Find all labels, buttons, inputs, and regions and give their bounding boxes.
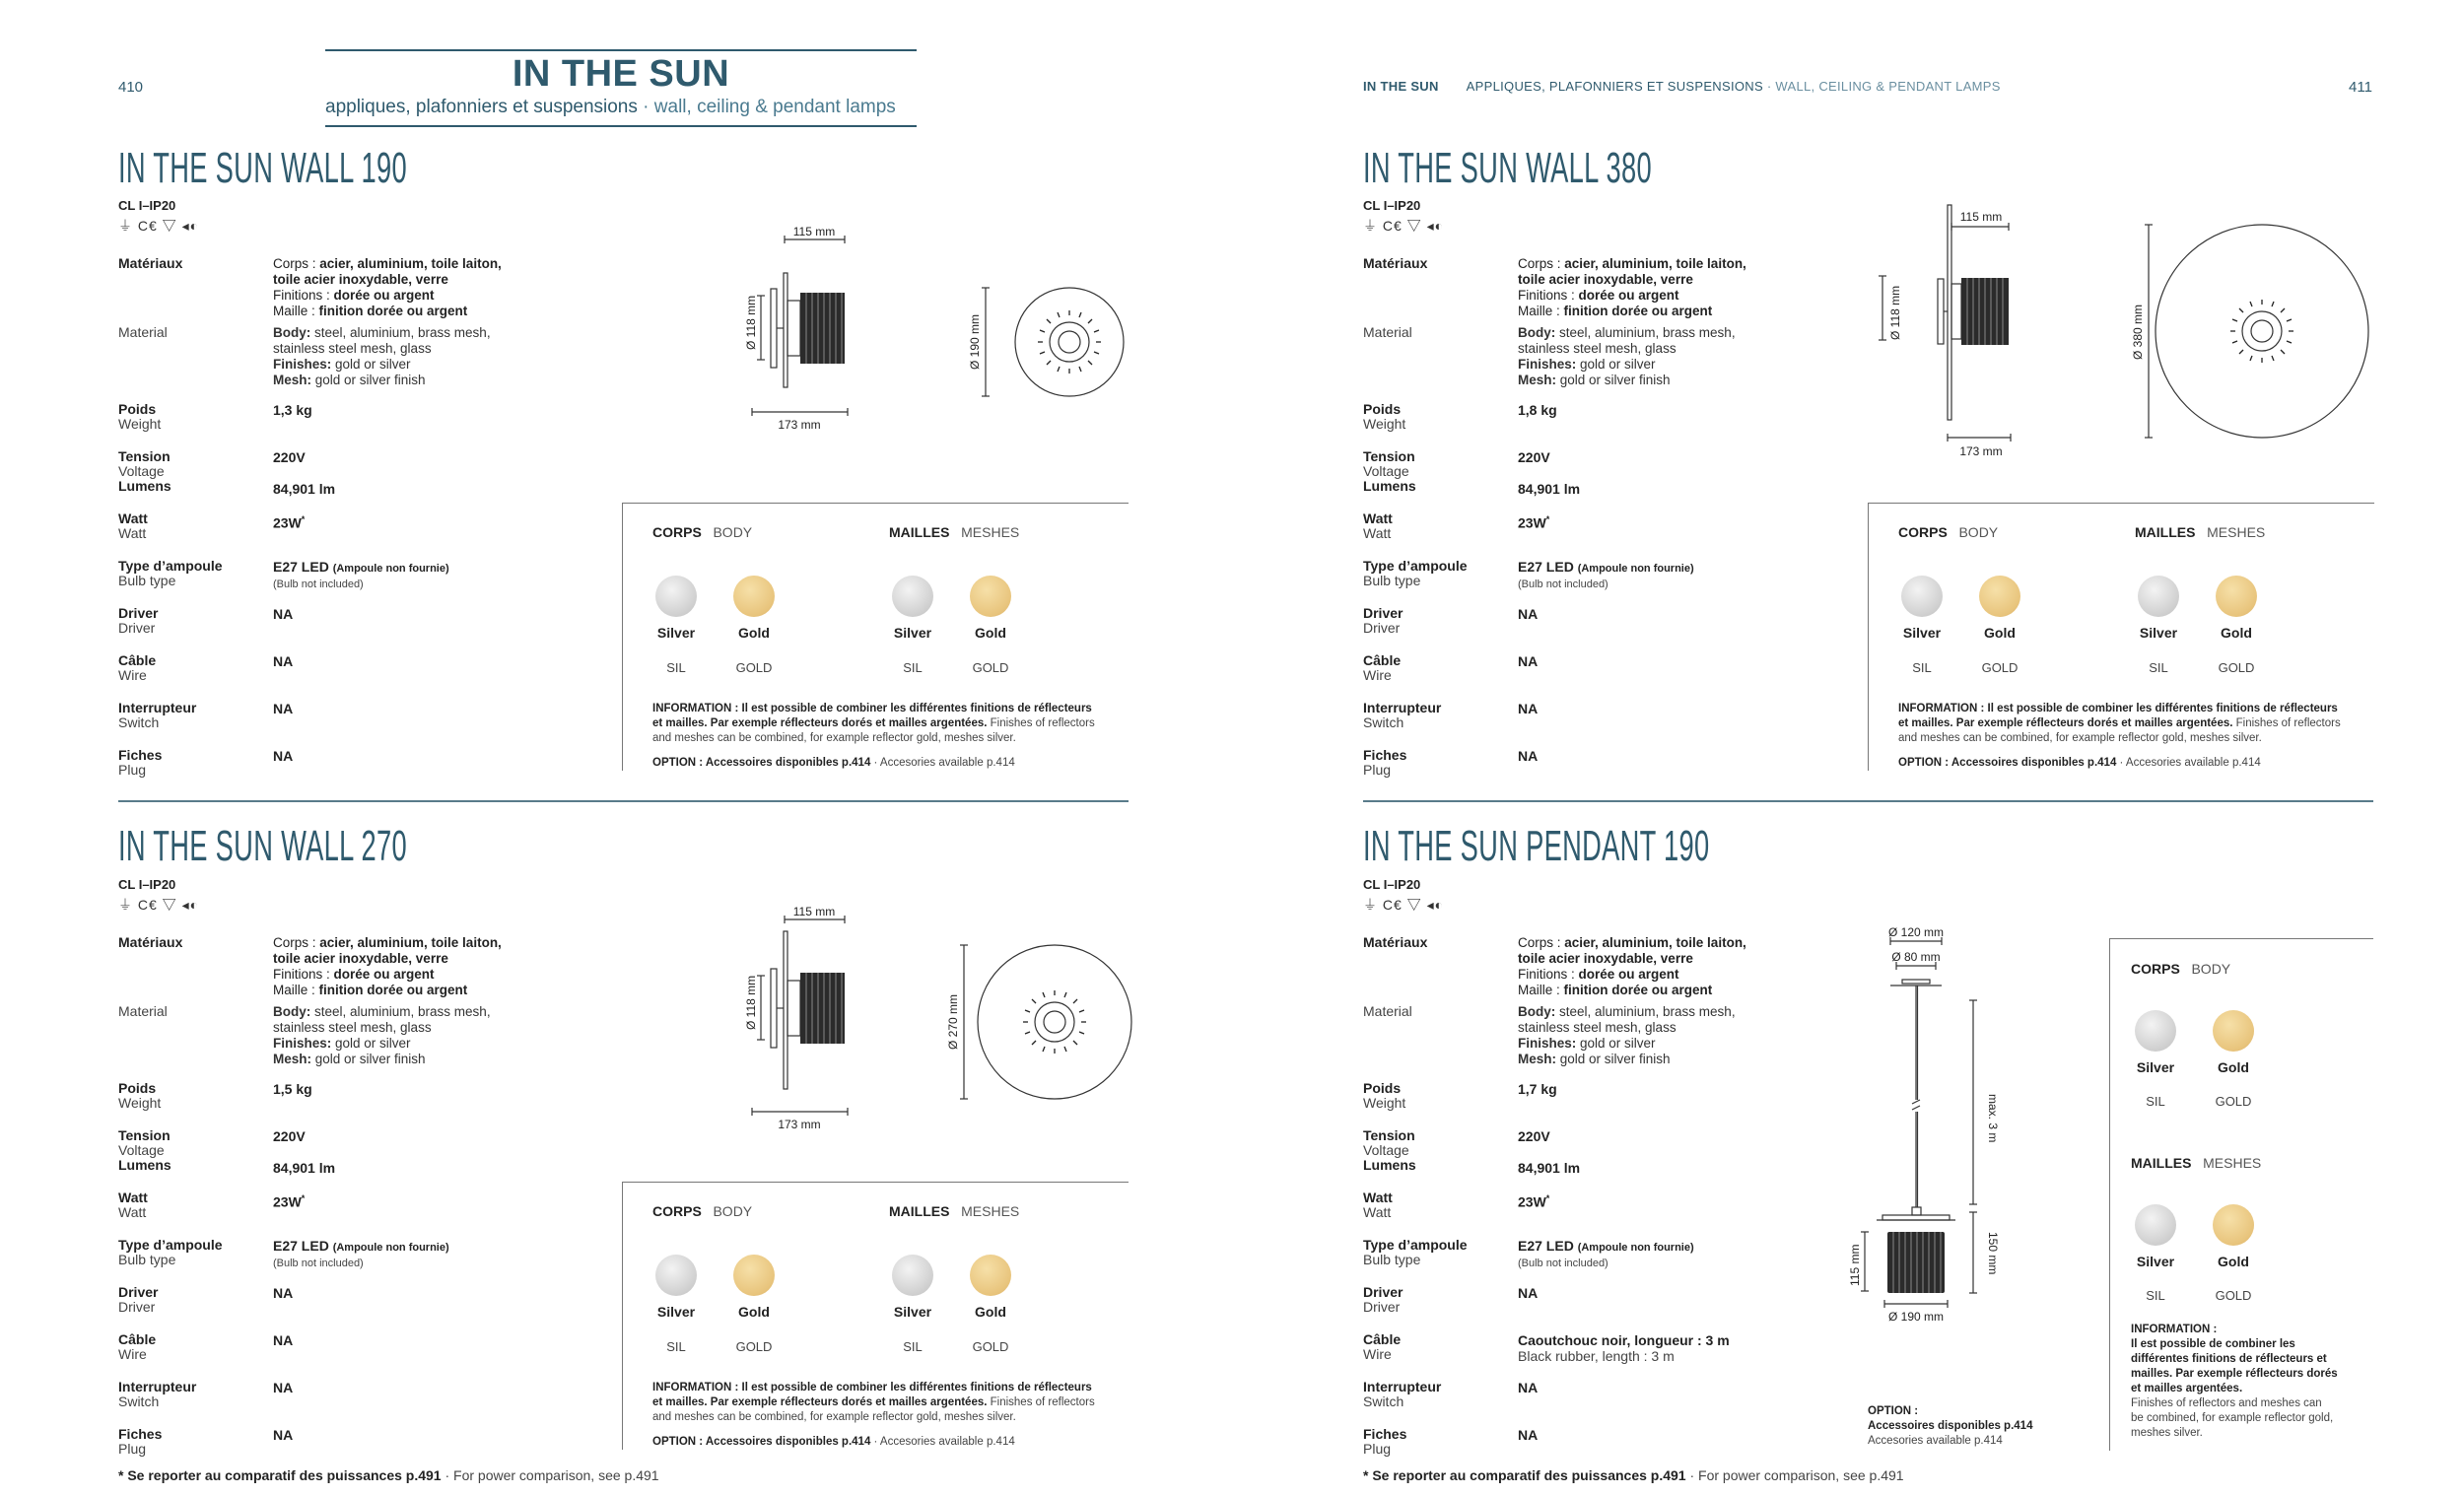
swatch-label-silver: Silver: [2136, 1059, 2175, 1075]
spec-plug: Fiches Plug: [118, 1426, 163, 1457]
value-watt: 23W*: [1518, 1193, 1550, 1210]
class-rating: CL I–IP20: [118, 877, 176, 892]
page-number-left: 410: [118, 79, 144, 96]
swatch-label-gold: Gold: [975, 1304, 1006, 1320]
dim-height: Ø 118 mm: [744, 975, 758, 1030]
dim-height: Ø 118 mm: [744, 295, 758, 350]
dim-disc: Ø 190 mm: [968, 313, 982, 370]
value-weight: 1,3 kg: [273, 402, 312, 418]
swatch-code-sil: SIL: [2146, 1288, 2165, 1303]
value-plug: NA: [273, 748, 294, 764]
spec-weight: Poids Weight: [118, 1080, 162, 1111]
swatch-code-sil: SIL: [1912, 660, 1932, 675]
value-voltage: 220V: [273, 1128, 306, 1144]
label-material: Material: [118, 1003, 168, 1019]
dim-width: 115 mm: [792, 905, 836, 918]
corps-title: CORPS BODY: [2131, 961, 2231, 977]
option-text: OPTION : Accessoires disponibles p.414 · Accesories available p.414: [652, 1436, 1015, 1448]
swatch-code-sil: SIL: [2146, 1094, 2165, 1109]
swatch-code-sil: SIL: [666, 660, 686, 675]
spec-voltage: Tension Voltage Lumens: [118, 448, 171, 494]
spec-wire: Câble Wire: [118, 652, 157, 683]
swatch-mesh-gold[interactable]: [970, 1255, 1011, 1296]
spec-driver: Driver Driver: [1363, 605, 1403, 636]
value-driver: NA: [273, 1285, 294, 1301]
technical-drawing-wall270: [690, 902, 1163, 1138]
value-plug: NA: [1518, 1427, 1539, 1443]
value-weight: 1,5 kg: [273, 1081, 312, 1097]
swatch-label-gold: Gold: [738, 1304, 770, 1320]
swatch-label-gold: Gold: [2218, 1254, 2249, 1269]
running-head: [1363, 79, 2001, 94]
swatch-body-silver[interactable]: [2135, 1010, 2176, 1052]
spec-watt: Watt Watt: [118, 510, 148, 541]
dim-top2: Ø 80 mm: [1891, 950, 1941, 964]
info-text: INFORMATION : Il est possible de combiner les différentes finitions de réflecteurs et mailles. Par exemple réflecteurs dorés et mailles argentées. Finishes of reflectors and meshes can be combined, for example reflector gold, meshes silver.: [1898, 703, 2341, 744]
mailles-title: MAILLES MESHES: [2131, 1155, 2262, 1171]
materials-en: Body: steel, aluminium, brass mesh, stainless steel mesh, glass Finishes: gold or silver Mesh: gold or silver finish: [1518, 325, 1736, 387]
swatch-code-gold: GOLD: [735, 660, 773, 675]
spec-weight: Poids Weight: [118, 401, 162, 432]
spec-bulb: Type d’ampoule Bulb type: [1363, 1237, 1468, 1267]
swatch-body-silver[interactable]: [1901, 576, 1943, 617]
certification-icons: ⏚ C€ ▽ ◂◐: [1363, 897, 1445, 913]
value-driver: NA: [273, 606, 294, 622]
value-bulb: E27 LED (Ampoule non fournie) (Bulb not included): [273, 559, 449, 590]
spec-watt: Watt Watt: [1363, 1190, 1393, 1220]
spec-weight: Poids Weight: [1363, 1080, 1406, 1111]
dim-max: max. 3 m: [1986, 1094, 2000, 1143]
swatch-label-silver: Silver: [893, 625, 932, 641]
swatch-body-gold[interactable]: [733, 576, 775, 617]
dim-bottom: Ø 190 mm: [1887, 1310, 1945, 1324]
value-wire: Caoutchouc noir, longueur : 3 m Black rubber, length : 3 m: [1518, 1332, 1730, 1364]
technical-drawing-pendant190: [1833, 926, 2011, 1340]
swatch-mesh-gold[interactable]: [2216, 576, 2257, 617]
dim-width: 115 mm: [792, 225, 836, 238]
section-separator: [118, 800, 1129, 802]
materials-en: Body: steel, aluminium, brass mesh, stainless steel mesh, glass Finishes: gold or silver Mesh: gold or silver finish: [1518, 1004, 1736, 1066]
swatch-body-gold[interactable]: [2213, 1010, 2254, 1052]
technical-drawing-wall380: [1873, 197, 2385, 463]
swatch-code-sil: SIL: [903, 1339, 923, 1354]
corps-title: CORPS BODY: [1898, 524, 1999, 540]
class-rating: CL I–IP20: [1363, 877, 1421, 892]
label-materiaux: Matériaux: [1363, 934, 1428, 950]
mailles-title: MAILLES MESHES: [889, 524, 1020, 540]
info-text: INFORMATION : Il est possible de combiner les différentes finitions de réflecteurs et mailles. Par exemple réflecteurs dorés et mailles argentées. Finishes of reflectors and meshes can be combined, for example reflector gold, meshes silver.: [652, 703, 1095, 744]
corps-title: CORPS BODY: [652, 1203, 753, 1219]
swatch-label-gold: Gold: [1984, 625, 2016, 641]
option-text: OPTION : Accessoires disponibles p.414 · Accesories available p.414: [1898, 757, 2261, 769]
spec-voltage: Tension Voltage Lumens: [118, 1127, 171, 1173]
spec-bulb: Type d’ampoule Bulb type: [118, 558, 223, 588]
product-title: IN THE SUN WALL 380: [1363, 144, 1652, 192]
certification-icons: ⏚ C€ ▽ ◂◐: [1363, 218, 1445, 234]
product-section-wall380: [1363, 144, 1828, 193]
spec-wire: Câble Wire: [1363, 652, 1402, 683]
swatch-mesh-gold[interactable]: [2213, 1204, 2254, 1246]
value-driver: NA: [1518, 606, 1539, 622]
swatch-code-gold: GOLD: [735, 1339, 773, 1354]
swatch-code-gold: GOLD: [1981, 660, 2019, 675]
swatch-label-gold: Gold: [975, 625, 1006, 641]
spec-driver: Driver Driver: [118, 605, 159, 636]
certification-icons: ⏚ C€ ▽ ◂◐: [118, 218, 200, 234]
page-number-right: 411: [2349, 79, 2372, 96]
spec-switch: Interrupteur Switch: [118, 700, 197, 730]
mailles-title: MAILLES MESHES: [2135, 524, 2266, 540]
spec-driver: Driver Driver: [118, 1284, 159, 1315]
spec-switch: Interrupteur Switch: [118, 1379, 197, 1409]
dim-depth: 173 mm: [1959, 444, 2003, 458]
swatch-body-gold[interactable]: [733, 1255, 775, 1296]
swatch-code-sil: SIL: [2149, 660, 2168, 675]
header-subtitle-en: · wall, ceiling & pendant lamps: [643, 97, 896, 117]
class-rating: CL I–IP20: [1363, 198, 1421, 213]
value-wire: NA: [273, 1332, 294, 1348]
value-voltage: 220V: [1518, 1128, 1550, 1144]
class-rating: CL I–IP20: [118, 198, 176, 213]
technical-drawing-wall190: [690, 222, 1163, 439]
swatch-body-silver[interactable]: [655, 576, 697, 617]
swatch-code-gold: GOLD: [2218, 660, 2255, 675]
spec-wire: Câble Wire: [118, 1331, 157, 1362]
sun-rays-icon: [1023, 990, 1086, 1054]
value-watt: 23W*: [273, 514, 306, 531]
materials-fr: Corps : acier, aluminium, toile laiton, toile acier inoxydable, verre Finitions : dorée ou argent Maille : finition dorée ou argent: [273, 935, 502, 997]
swatch-mesh-silver[interactable]: [892, 1255, 933, 1296]
value-lumens: 84,901 lm: [273, 1160, 336, 1176]
product-title: IN THE SUN PENDANT 190: [1363, 822, 1710, 870]
materials-fr: Corps : acier, aluminium, toile laiton, toile acier inoxydable, verre Finitions : dorée ou argent Maille : finition dorée ou argent: [1518, 256, 1746, 318]
pendant-option: OPTION : Accessoires disponibles p.414 Accesories available p.414: [1868, 1405, 2033, 1447]
dim-h2: 115 mm: [1848, 1244, 1862, 1286]
spec-bulb: Type d’ampoule Bulb type: [1363, 558, 1468, 588]
corps-title: CORPS BODY: [652, 524, 753, 540]
spec-weight: Poids Weight: [1363, 401, 1406, 432]
label-material: Material: [118, 324, 168, 340]
info-text: INFORMATION : Il est possible de combiner les différentes finitions de réflecteurs et mailles. Par exemple réflecteurs dorés et mailles argentées. Finishes of reflectors and meshes can be combined, for example reflector gold, meshes silver.: [652, 1382, 1095, 1423]
swatch-body-silver[interactable]: [655, 1255, 697, 1296]
value-watt: 23W*: [273, 1193, 306, 1210]
header-subtitle: [325, 97, 926, 118]
materials-en: Body: steel, aluminium, brass mesh, stainless steel mesh, glass Finishes: gold or silver Mesh: gold or silver finish: [273, 325, 491, 387]
label-materiaux: Matériaux: [118, 934, 183, 950]
dim-h1: 150 mm: [1986, 1232, 2000, 1275]
swatch-body-gold[interactable]: [1979, 576, 2020, 617]
swatch-label-gold: Gold: [2218, 1059, 2249, 1075]
header-title: IN THE SUN: [512, 53, 730, 95]
dim-disc: Ø 380 mm: [2131, 304, 2145, 360]
sun-rays-icon: [1038, 310, 1101, 374]
running-head-series: IN THE SUN: [1363, 79, 1439, 94]
label-materiaux: Matériaux: [118, 255, 183, 271]
swatch-mesh-silver[interactable]: [2138, 576, 2179, 617]
header-rule-top: [325, 49, 917, 51]
spec-bulb: Type d’ampoule Bulb type: [118, 1237, 223, 1267]
label-material: Material: [1363, 324, 1412, 340]
swatch-label-silver: Silver: [893, 1304, 932, 1320]
footnote-right: * Se reporter au comparatif des puissances p.491 · For power comparison, see p.491: [1363, 1467, 1904, 1483]
materials-fr: Corps : acier, aluminium, toile laiton, toile acier inoxydable, verre Finitions : dorée ou argent Maille : finition dorée ou argent: [1518, 935, 1746, 997]
value-watt: 23W*: [1518, 514, 1550, 531]
product-section-wall190: [118, 144, 583, 193]
swatch-label-gold: Gold: [738, 625, 770, 641]
swatch-code-gold: GOLD: [972, 1339, 1009, 1354]
section-separator: [1363, 800, 2373, 802]
pendant-info: INFORMATION : Il est possible de combiner les différentes finitions de réflecteurs et mailles. Par exemple réflecteurs dorés et mailles argentées. Finishes of reflectors and meshes can be combined, for example reflector gold, meshes silver.: [2131, 1324, 2338, 1439]
sun-rays-icon: [2230, 300, 2293, 363]
spec-plug: Fiches Plug: [1363, 747, 1407, 778]
value-voltage: 220V: [1518, 449, 1550, 465]
running-head-fr: APPLIQUES, PLAFONNIERS ET SUSPENSIONS: [1466, 79, 1763, 94]
value-switch: NA: [1518, 1380, 1539, 1395]
swatch-mesh-silver[interactable]: [892, 576, 933, 617]
spec-driver: Driver Driver: [1363, 1284, 1403, 1315]
value-wire: NA: [273, 653, 294, 669]
value-driver: NA: [1518, 1285, 1539, 1301]
value-bulb: E27 LED (Ampoule non fournie) (Bulb not included): [1518, 559, 1694, 590]
swatch-label-silver: Silver: [656, 625, 696, 641]
swatch-mesh-silver[interactable]: [2135, 1204, 2176, 1246]
product-title: IN THE SUN WALL 270: [118, 822, 407, 870]
swatch-label-gold: Gold: [2221, 625, 2252, 641]
header-rule-bottom: [325, 125, 917, 127]
dim-width: 115 mm: [1959, 210, 2003, 224]
spec-watt: Watt Watt: [118, 1190, 148, 1220]
value-plug: NA: [1518, 748, 1539, 764]
swatch-code-sil: SIL: [903, 660, 923, 675]
value-lumens: 84,901 lm: [1518, 481, 1581, 497]
swatch-code-gold: GOLD: [972, 660, 1009, 675]
spec-watt: Watt Watt: [1363, 510, 1393, 541]
spec-voltage: Tension Voltage Lumens: [1363, 448, 1416, 494]
spec-switch: Interrupteur Switch: [1363, 700, 1442, 730]
value-lumens: 84,901 lm: [1518, 1160, 1581, 1176]
dim-top1: Ø 120 mm: [1887, 926, 1945, 939]
swatch-label-silver: Silver: [2136, 1254, 2175, 1269]
running-head-en: · WALL, CEILING & PENDANT LAMPS: [1766, 79, 2001, 94]
materials-en: Body: steel, aluminium, brass mesh, stainless steel mesh, glass Finishes: gold or silver Mesh: gold or silver finish: [273, 1004, 491, 1066]
materials-fr: Corps : acier, aluminium, toile laiton, toile acier inoxydable, verre Finitions : dorée ou argent Maille : finition dorée ou argent: [273, 256, 502, 318]
spec-plug: Fiches Plug: [1363, 1426, 1407, 1457]
spec-wire: Câble Wire: [1363, 1331, 1402, 1362]
value-weight: 1,7 kg: [1518, 1081, 1557, 1097]
spec-plug: Fiches Plug: [118, 747, 163, 778]
dim-depth: 173 mm: [778, 1118, 821, 1131]
spec-voltage: Tension Voltage Lumens: [1363, 1127, 1416, 1173]
label-materiaux: Matériaux: [1363, 255, 1428, 271]
value-switch: NA: [273, 701, 294, 716]
option-text: OPTION : Accessoires disponibles p.414 · Accesories available p.414: [652, 757, 1015, 769]
dim-disc: Ø 270 mm: [946, 993, 960, 1050]
header-subtitle-fr: appliques, plafonniers et suspensions: [325, 97, 638, 117]
swatch-label-silver: Silver: [1902, 625, 1942, 641]
dim-height: Ø 118 mm: [1888, 285, 1902, 340]
swatch-code-gold: GOLD: [2215, 1094, 2252, 1109]
value-plug: NA: [273, 1427, 294, 1443]
product-section-pendant190: [1363, 822, 1922, 871]
spec-switch: Interrupteur Switch: [1363, 1379, 1442, 1409]
dim-depth: 173 mm: [778, 418, 821, 432]
product-title: IN THE SUN WALL 190: [118, 144, 407, 192]
value-switch: NA: [1518, 701, 1539, 716]
swatch-code-gold: GOLD: [2215, 1288, 2252, 1303]
certification-icons: ⏚ C€ ▽ ◂◐: [118, 897, 200, 913]
swatch-code-sil: SIL: [666, 1339, 686, 1354]
label-material: Material: [1363, 1003, 1412, 1019]
swatch-label-silver: Silver: [2139, 625, 2178, 641]
mailles-title: MAILLES MESHES: [889, 1203, 1020, 1219]
value-bulb: E27 LED (Ampoule non fournie) (Bulb not included): [273, 1238, 449, 1269]
value-lumens: 84,901 lm: [273, 481, 336, 497]
value-bulb: E27 LED (Ampoule non fournie) (Bulb not included): [1518, 1238, 1694, 1269]
value-weight: 1,8 kg: [1518, 402, 1557, 418]
value-switch: NA: [273, 1380, 294, 1395]
swatch-mesh-gold[interactable]: [970, 576, 1011, 617]
value-wire: NA: [1518, 653, 1539, 669]
swatch-label-silver: Silver: [656, 1304, 696, 1320]
product-section-wall270: [118, 822, 583, 871]
footnote-left: * Se reporter au comparatif des puissances p.491 · For power comparison, see p.491: [118, 1467, 659, 1483]
value-voltage: 220V: [273, 449, 306, 465]
